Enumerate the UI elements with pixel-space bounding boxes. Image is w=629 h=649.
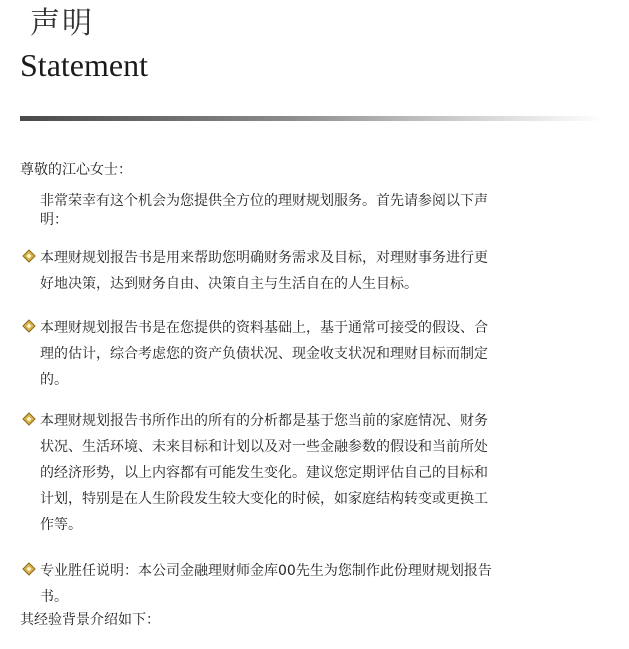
statement-item [22, 558, 494, 610]
statement-item [22, 408, 494, 538]
statement-item-text: 专业胜任说明：本公司金融理财师金库00先生为您制作此份理财规划报告书。 [40, 563, 492, 605]
statement-item-text: 本理财规划报告书是在您提供的资料基础上，基于通常可接受的假设、合理的估计，综合考虑您的资产负债状况、现金收支状况和理财目标而制定的。 [40, 320, 488, 388]
diamond-bullet-icon [22, 249, 36, 263]
statement-item-text: 本理财规划报告书所作出的所有的分析都是基于您当前的家庭情况、财务状况、生活环境、未来目标和计划以及对一些金融参数的假设和当前所处的经济形势，以上内容都有可能发生变化。建议您定期评估自己的目标和计划，特别是在人生阶段发生较大变化的时候，如家庭结构转变或更换工作等。 [40, 413, 488, 533]
diamond-bullet-icon [22, 412, 36, 426]
page-title-en: Statement [20, 47, 148, 83]
page-title-cn: 声明 [30, 6, 94, 41]
closing-text: 其经验背景介绍如下： [20, 612, 160, 628]
greeting-text: 尊敬的江心女士： [20, 162, 132, 178]
diamond-bullet-icon [22, 562, 36, 576]
statement-item-text: 本理财规划报告书是用来帮助您明确财务需求及目标，对理财事务进行更好地决策，达到财务自由、决策自主与生活自在的人生目标。 [40, 250, 488, 292]
diamond-bullet-icon [22, 319, 36, 333]
title-divider [20, 116, 605, 121]
intro-paragraph: 非常荣幸有这个机会为您提供全方位的理财规划服务。首先请参阅以下声明： [40, 193, 488, 228]
statement-item [22, 315, 494, 393]
statement-item [22, 245, 494, 297]
